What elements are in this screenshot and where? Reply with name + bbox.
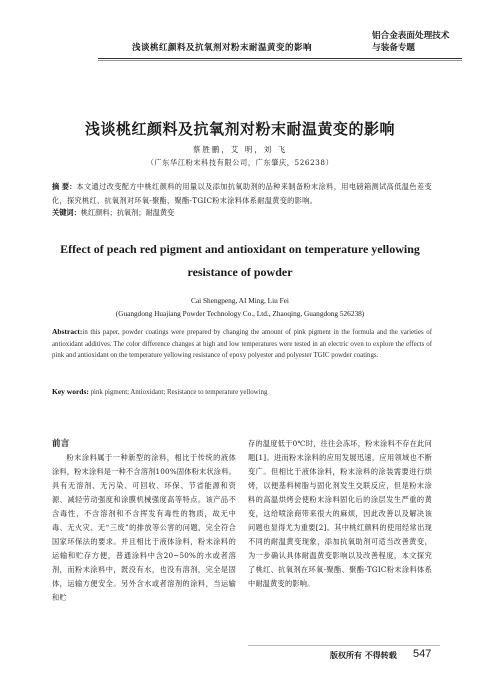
keywords-zh — [52, 207, 432, 219]
keywords-en — [52, 387, 432, 396]
body-column-left — [52, 437, 236, 605]
abstract-en-text: in this paper, powder coatings were prepared by changing the amount of pink pigment in the formula and the varieties of antioxidant additives. The color difference changes at high and low temperatures were tested in an electric oven to explore the effects of pink and antioxidant on the temperature yellowing resistance of epoxy polyester and polyester TGIC powder coatings. — [52, 329, 432, 359]
abstract-en-label: Abstract: — [52, 327, 83, 336]
body-paragraph-continued: 存的温度低于0℃时，往往会冻坏，粉末涂料不存在此问题[1]。进而粉末涂料的应用发展迅速，应用领域也不断变广。但相比于液体涂料，粉末涂料的涂装需要进行烘烤，以便基料树脂与固化剂发生交联反应，但是粉末涂料的高温烘烤会使粉末涂料固化后的涂层发生严重的黄变，这给喷涂商带来很大的麻烦，因此改善以及解决该问题也显得尤为重要[2]。其中桃红颜料的使用经常出现不同的耐温黄变现象，添加抗氧助剂可适当改善黄变，为一步确认具体耐温黄变影响以及改善程度，本文探究了桃红、抗氧剂在环氧-聚酯、聚酯-TGIC粉末涂料体系中耐温黄变的影响。 — [248, 439, 432, 588]
authors-zh: 蔡胜鹏，艾 明，刘 飞 — [192, 145, 288, 154]
copyright-notice: 版权所有 不得转载 — [330, 650, 397, 660]
body-column-right — [248, 437, 432, 591]
body-paragraph: 粉末涂料属于一种新型的涂料，相比于传统的液体涂料，粉末涂料是一种不含溶剂100%固体粉末状涂料。具有无溶剂、无污染、可回收、环保、节省能源和资源、减轻劳动强度和涂膜机械强度高等特点。该产品不含毒性，不含溶剂和不含挥发有毒性的物质，故无中毒、无火灾、无“三废”的排放等公害的问题，完全符合国家环保法的要求。并且相比于液体涂料，粉末涂料的运输和贮存方便，普通涂料中含20~50%的水或者溶剂，而粉末涂料中，既没有水，也没有溶剂，完全是固体，运输方便安全。另外含水或者溶剂的涂料，当运输和贮 — [52, 453, 236, 602]
abstract-en — [52, 326, 432, 362]
column-title: 铝合金表面处理技术与装备专题 — [372, 31, 450, 53]
abstract-zh-label: 摘 要： — [52, 182, 77, 191]
keywords-en-label: Key words: — [52, 387, 89, 396]
affiliation-en: (Guangdong Huajiang Powder Technology Co., Ltd., Zhaoqing, Guangdong 526238) — [115, 309, 365, 318]
keywords-zh-label: 关键词： — [52, 208, 81, 217]
footer-rule — [248, 645, 440, 646]
affiliation-zh: （广东华江粉末科技有限公司，广东肇庆，526238） — [146, 158, 334, 167]
article-title-zh: 浅谈桃红颜料及抗氧剂对粉末耐温黄变的影响 — [84, 120, 395, 138]
section-heading: 前言 — [52, 439, 70, 449]
authors-en: Cai Shengpeng, AI Ming, Liu Fei — [191, 296, 289, 305]
page-number: 547 — [413, 648, 432, 660]
page-header — [0, 0, 480, 62]
abstract-zh-text: 本文通过改变配方中桃红颜料的用量以及添加抗氧助剂的品种来制备粉末涂料，用电磅箱测试高低温色差变化，探究桃红、抗氧剂对环氧-聚酯、聚酯-TGIC粉末涂料体系耐温黄变的影响。 — [52, 182, 432, 205]
header-rule-thin — [98, 60, 462, 61]
abstract-zh — [52, 180, 432, 208]
article-title-en: Effect of peach red pigment and antioxidant on temperature yellowing resistance of powder — [60, 242, 420, 279]
keywords-zh-text: 桃红颜料；抗氧剂；耐温黄变 — [80, 208, 175, 217]
header-rule — [98, 58, 462, 59]
running-title: 浅谈桃红颜料及抗氧剂对粉末耐温黄变的影响 — [132, 43, 313, 53]
keywords-en-text: pink pigment; Antioxidant; Resistance to temperature yellowing — [90, 389, 268, 396]
